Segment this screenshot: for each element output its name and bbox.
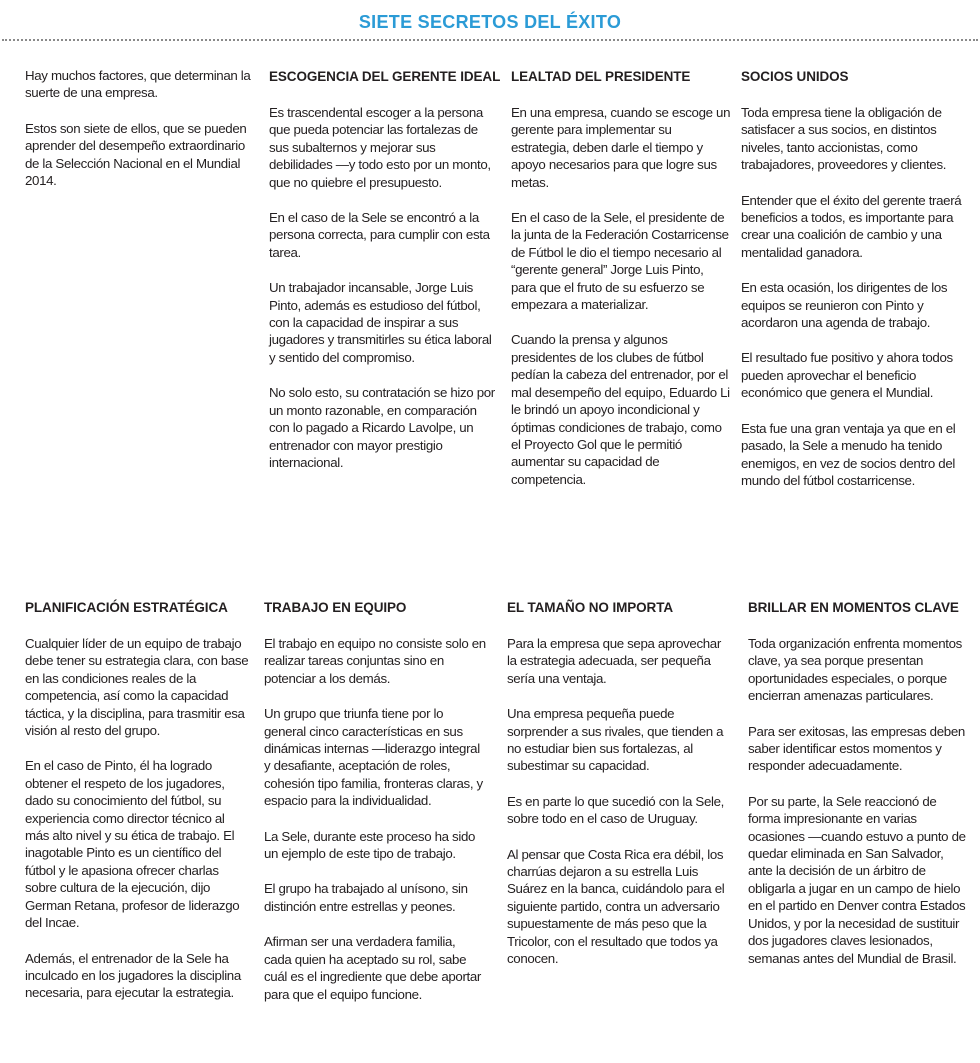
section-paragraph: Además, el entrenador de la Sele ha inculcado en los jugadores la disciplina necesaria, para ejecutar la estrategia.	[25, 950, 241, 1001]
intro-paragraph: Hay muchos factores, que determinan la suerte de una empresa.	[25, 68, 251, 101]
section-paragraph: En una empresa, cuando se escoge un gerente para implementar su estrategia, deben darle el tiempo y apoyo necesarios para que logre sus metas.	[511, 105, 731, 190]
section-paragraph: En esta ocasión, los dirigentes de los equipos se reunieron con Pinto y acordaron una agenda de trabajo.	[741, 280, 948, 331]
section-paragraph: Para la empresa que sepa aprovechar la estrategia adecuada, ser pequeña sería una ventaja.	[507, 636, 721, 686]
section-paragraph: Una empresa pequeña puede sorprender a sus rivales, que tienden a no estudiar bien sus fortalezas, al subestimar su capacidad.	[507, 706, 724, 774]
intro-column	[25, 67, 253, 207]
dotted-divider	[2, 39, 978, 41]
section-tamano	[507, 599, 729, 986]
section-paragraph: En el caso de la Sele, el presidente de la junta de la Federación Costarricense de Fútbol le dio el tiempo necesario al “gerente general” Jorge Luis Pinto, para que el fruto de su esfuerzo se empezara a materializar.	[511, 210, 729, 313]
section-paragraph: El grupo ha trabajado al unísono, sin distinción entre estrellas y peones.	[264, 881, 468, 914]
section-paragraph: Es en parte lo que sucedió con la Sele, sobre todo en el caso de Uruguay.	[507, 793, 724, 827]
section-heading: LEALTAD DEL PRESIDENTE	[511, 69, 691, 84]
section-paragraph: Cualquier líder de un equipo de trabajo debe tener su estrategia clara, con base en las condiciones reales de la competencia, así como la capacidad táctica, y la disciplina, para trasmitir esa visión al resto del grupo.	[25, 636, 249, 739]
section-paragraph: Esta fue una gran ventaja ya que en el pasado, la Sele a menudo ha tenido enemigos, en vez de socios dentro del mundo del fútbol costarricense.	[741, 420, 956, 488]
section-paragraph: Toda organización enfrenta momentos clave, ya sea porque presentan oportunidades especiales, o porque encierran amenazas particulares.	[748, 636, 962, 704]
section-momentos-clave	[748, 599, 970, 985]
section-heading: TRABAJO EN EQUIPO	[264, 600, 407, 615]
section-paragraph: Por su parte, la Sele reaccionó de forma impresionante en varias ocasiones —cuando estuvo a punto de quedar eliminada en San Salvador, ante la decisión de un árbitro de obligarla a jugar en un campo de hielo en el partido en Denver contra Estados Unidos, y por la necesidad de sustituir dos jugadores claves lesionados, semanas antes del Mundial de Brasil.	[748, 793, 966, 966]
section-paragraph: Un grupo que triunfa tiene por lo general cinco características en sus dinámicas internas —liderazgo integral y desafiante, aceptación de roles, cohesión tipo familia, fronteras claras, y espacio para la individualidad.	[264, 706, 483, 809]
section-paragraph: En el caso de Pinto, él ha logrado obtener el respeto de los jugadores, dado su conocimiento del fútbol, su experiencia como director técnico al más alto nivel y su ética de trabajo. El inagotable Pinto es un científico del fútbol y le apasiona ofrecer charlas sobre cultura de la ejecución, dijo German Retana, profesor de liderazgo del Incae.	[25, 758, 240, 931]
section-paragraph: Un trabajador incansable, Jorge Luis Pinto, además es estudioso del fútbol, con la capacidad de inspirar a sus jugadores y transmitirles su ética laboral y sentido del compromiso.	[269, 280, 492, 365]
section-paragraph: Afirman ser una verdadera familia, cada quien ha aceptado su rol, sabe cuál es el ingrediente que debe aportar para que el equipo funcione.	[264, 934, 481, 1002]
section-paragraph: En el caso de la Sele se encontró a la persona correcta, para cumplir con esta tarea.	[269, 210, 490, 260]
section-paragraph: Toda empresa tiene la obligación de satisfacer a sus socios, en distintos niveles, tanto accionistas, como trabajadores, proveedores y clientes.	[741, 105, 947, 173]
section-paragraph: Para ser exitosas, las empresas deben saber identificar estos momentos y responder adecuadamente.	[748, 723, 965, 774]
section-escogencia	[269, 68, 501, 489]
section-trabajo-equipo	[264, 599, 486, 1021]
section-paragraph: Entender que el éxito del gerente traerá beneficios a todos, es importante para crear una coalición de cambio y una mentalidad ganadora.	[741, 192, 962, 260]
section-heading: PLANIFICACIÓN ESTRATÉGICA	[25, 600, 228, 615]
section-paragraph: El resultado fue positivo y ahora todos pueden aprovechar el beneficio económico que genera el Mundial.	[741, 350, 953, 401]
section-planificacion	[25, 599, 251, 1020]
section-heading: ESCOGENCIA DEL GERENTE IDEAL	[269, 69, 501, 84]
section-paragraph: La Sele, durante este proceso ha sido un ejemplo de este tipo de trabajo.	[264, 828, 476, 862]
intro-paragraph: Estos son siete de ellos, que se pueden aprender del desempeño extraordinario de la Selección Nacional en el Mundial 2014.	[25, 120, 247, 189]
section-lealtad	[511, 68, 731, 506]
section-socios	[741, 68, 971, 507]
section-heading: SOCIOS UNIDOS	[741, 69, 849, 84]
section-paragraph: Al pensar que Costa Rica era débil, los charrúas dejaron a su estrella Luis Suárez en la banca, cuidándolo para el siguiente partido, contra un adversario supuestamente de más peso que la Tricolor, con el resultado que todos ya conocen.	[507, 846, 725, 967]
section-paragraph: Cuando la prensa y algunos presidentes de los clubes de fútbol pedían la cabeza del entrenador, por el mal desempeño del equipo, Eduardo Li le brindó un apoyo incondicional y óptimas condiciones de trabajo, como el Proyecto Gol que le permitió aumentar su capacidad de competencia.	[511, 332, 730, 487]
section-paragraph: No solo esto, su contratación se hizo por un monto razonable, en comparación con lo pagado a Ricardo Lavolpe, un entrenador con mayor prestigio internacional.	[269, 385, 495, 470]
section-paragraph: El trabajo en equipo no consiste solo en realizar tareas conjuntas sino en potenciar a los demás.	[264, 636, 486, 686]
page-title: SIETE SECRETOS DEL ÉXITO	[358, 12, 622, 32]
section-heading: BRILLAR EN MOMENTOS CLAVE	[748, 600, 959, 615]
section-heading: EL TAMAÑO NO IMPORTA	[507, 600, 673, 615]
section-paragraph: Es trascendental escoger a la persona que pueda potenciar las fortalezas de sus subalternos y mejorar sus debilidades —y todo esto por un monto, que no quiebre el presupuesto.	[269, 105, 491, 190]
